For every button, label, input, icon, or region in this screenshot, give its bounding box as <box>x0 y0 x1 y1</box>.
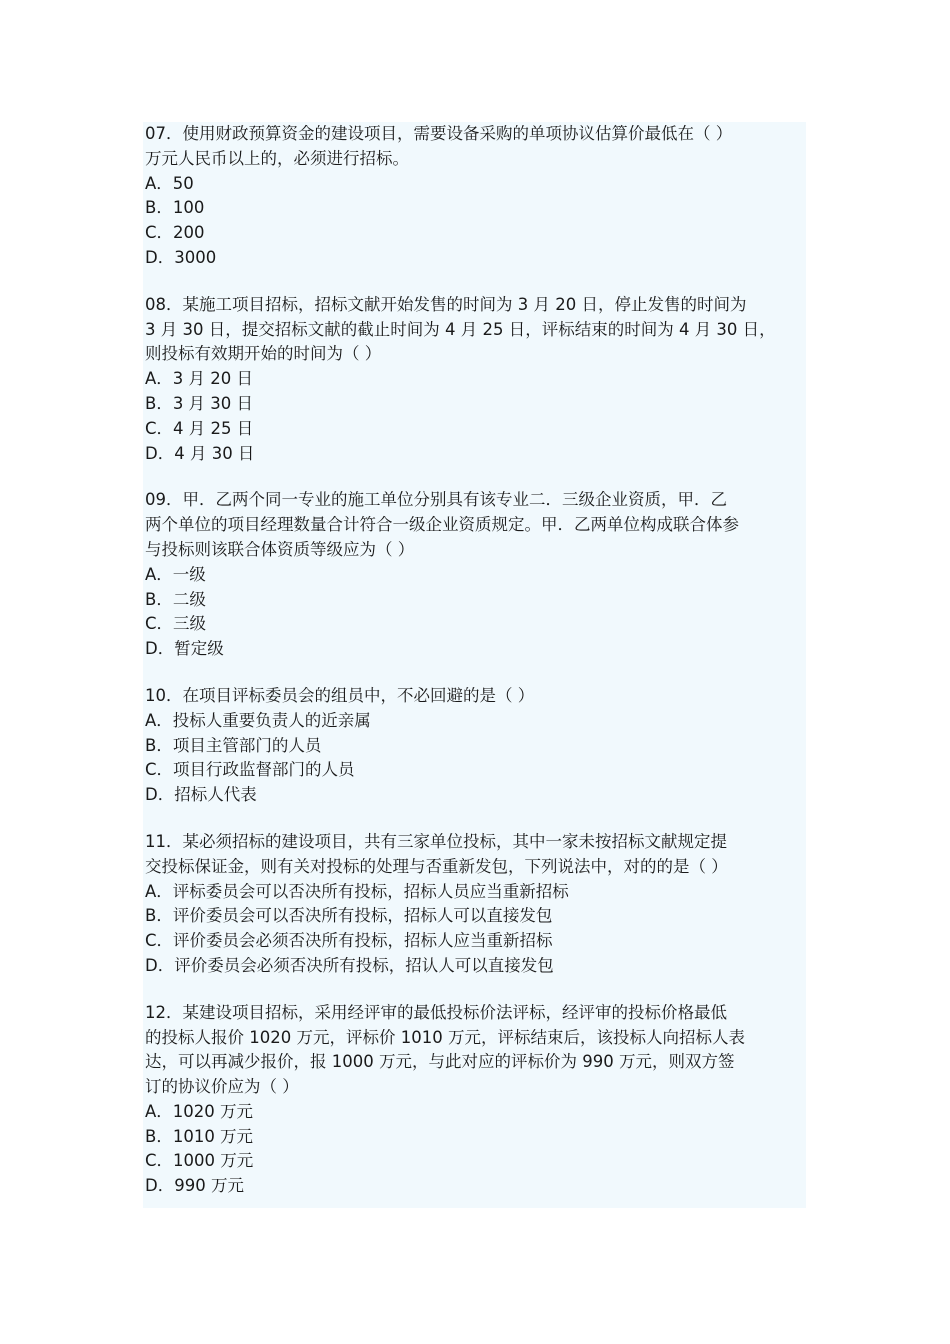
option-b: B．1010 万元 <box>145 1126 254 1146</box>
question-stem-line: 08．某施工项目招标，招标文献开始发售的时间为 3 月 20 日，停止发售的时间为 <box>145 294 747 314</box>
option-d: D．4 月 30 日 <box>145 443 255 463</box>
question-stem-line: 交投标保证金，则有关对投标的处理与否重新发包，下列说法中，对的的是（ ） <box>145 856 728 876</box>
option-d: D．招标人代表 <box>145 785 257 805</box>
option-a: A．投标人重要负责人的近亲属 <box>145 710 371 730</box>
question-stem-line: 07．使用财政预算资金的建设项目，需要设备采购的单项协议估算价最低在（ ） <box>145 124 733 143</box>
question-stem-line: 09．甲．乙两个同一专业的施工单位分别具有该专业二．三级企业资质，甲．乙 <box>145 490 727 510</box>
question-stem-line: 11．某必须招标的建设项目，共有三家单位投标，其中一家未按招标文献规定提 <box>145 831 727 851</box>
question-spacer <box>143 979 806 1001</box>
question-stem-line: 达，可以再减少报价，报 1000 万元，与此对应的评标价为 990 万元，则双方签 <box>145 1052 735 1072</box>
option-d: D．暂定级 <box>145 639 224 659</box>
document-page-content <box>143 122 806 1208</box>
question-07 <box>143 122 806 271</box>
option-c: C．1000 万元 <box>145 1151 254 1171</box>
option-b: B．评价委员会可以否决所有投标，招标人可以直接发包 <box>145 906 553 926</box>
option-a: A．3 月 20 日 <box>145 369 254 389</box>
question-09 <box>143 488 806 662</box>
question-stem-line: 订的协议价应为（ ） <box>145 1077 299 1097</box>
question-stem-line: 与投标则该联合体资质等级应为（ ） <box>145 539 415 559</box>
question-spacer <box>143 466 806 488</box>
question-stem-line: 两个单位的项目经理数量合计符合一级企业资质规定。甲．乙两单位构成联合体参 <box>145 515 739 535</box>
option-d: D．评价委员会必须否决所有投标，招认人可以直接发包 <box>145 955 554 975</box>
question-stem-line: 则投标有效期开始的时间为（ ） <box>145 344 382 364</box>
option-b: B．二级 <box>145 589 206 609</box>
option-d: D．990 万元 <box>145 1176 244 1196</box>
option-d: D．3000 <box>145 247 217 267</box>
question-12 <box>143 1001 806 1199</box>
question-stem-line: 万元人民币以上的，必须进行招标。 <box>145 148 409 168</box>
question-spacer <box>143 271 806 293</box>
question-spacer <box>143 808 806 830</box>
option-b: B．项目主管部门的人员 <box>145 735 322 755</box>
question-stem-line: 10．在项目评标委员会的组员中，不必回避的是（ ） <box>145 685 535 705</box>
option-c: C．项目行政监督部门的人员 <box>145 760 355 780</box>
question-08 <box>143 293 806 467</box>
option-a: A．50 <box>145 173 194 193</box>
question-11 <box>143 830 806 979</box>
option-b: B．100 <box>145 198 205 218</box>
option-c: C．评价委员会必须否决所有投标，招标人应当重新招标 <box>145 931 553 951</box>
option-c: C．三级 <box>145 614 207 634</box>
option-b: B．3 月 30 日 <box>145 393 254 413</box>
option-a: A．1020 万元 <box>145 1101 254 1121</box>
question-spacer <box>143 662 806 684</box>
option-c: C．4 月 25 日 <box>145 418 254 438</box>
question-10 <box>143 684 806 808</box>
option-c: C．200 <box>145 223 205 243</box>
option-a: A．一级 <box>145 564 206 584</box>
question-stem-line: 的投标人报价 1020 万元，评标价 1010 万元，评标结束后，该投标人向招标人表 <box>145 1027 745 1047</box>
question-stem-line: 3 月 30 日，提交招标文献的截止时间为 4 月 25 日，评标结束的时间为 4 月 30 日， <box>145 319 776 339</box>
option-a: A．评标委员会可以否决所有投标，招标人员应当重新招标 <box>145 881 569 901</box>
question-stem-line: 12．某建设项目招标，采用经评审的最低投标价法评标，经评审的投标价格最低 <box>145 1002 727 1022</box>
